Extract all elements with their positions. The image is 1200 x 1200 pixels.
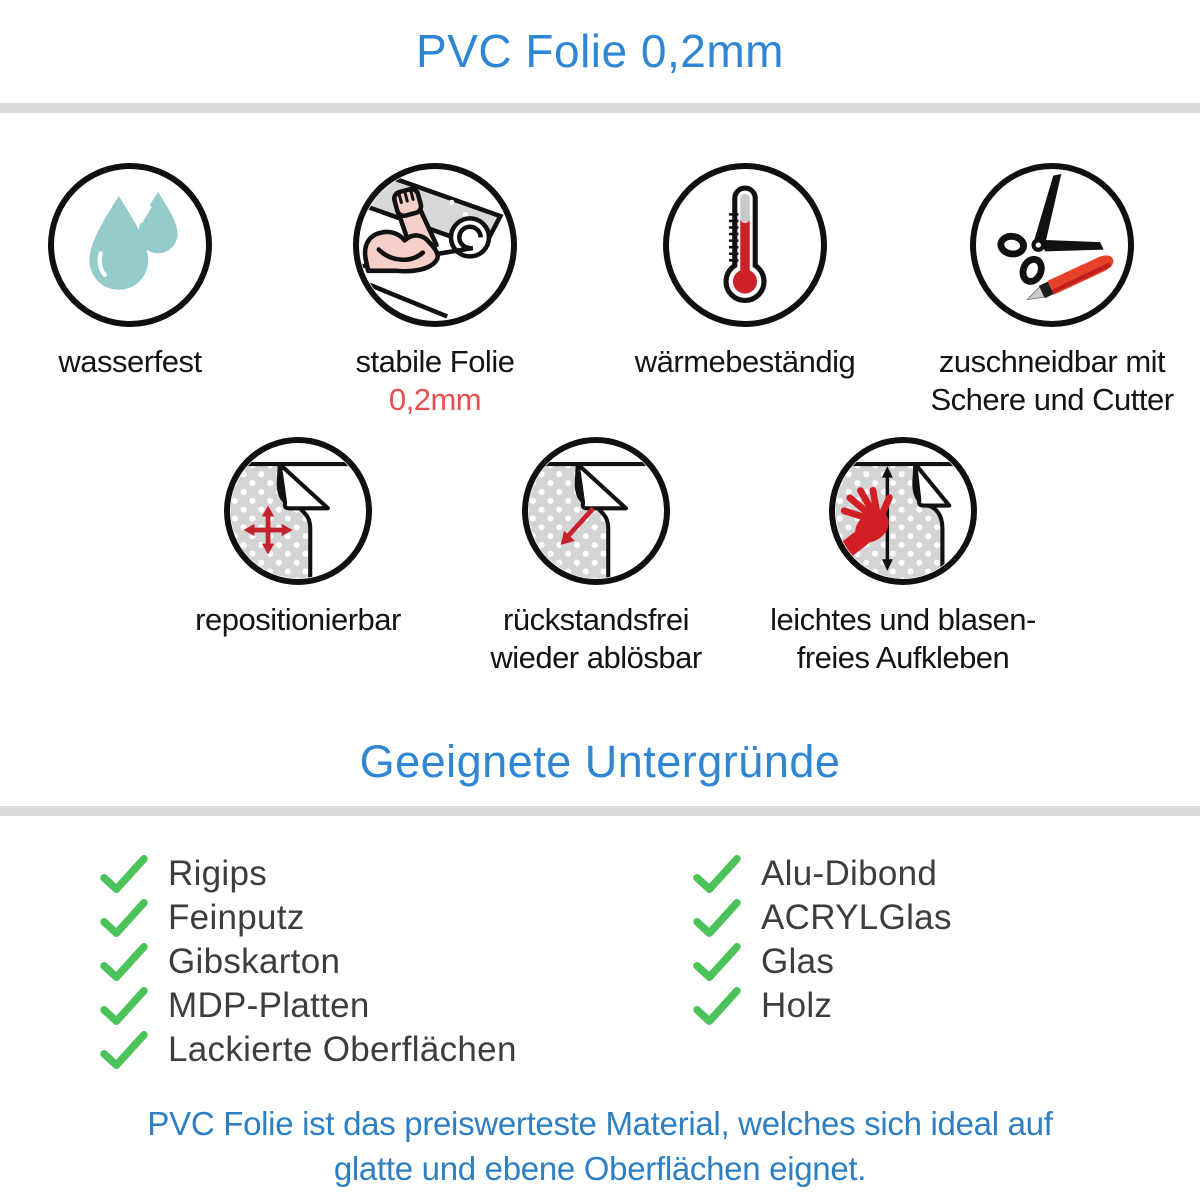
feature-label: wärmebeständig (634, 344, 856, 379)
divider-top (0, 103, 1200, 113)
feature-zuschneidbar (902, 163, 1200, 419)
check-icon (100, 899, 148, 937)
check-icon (100, 943, 148, 981)
substrate-label: ACRYLGlas (761, 898, 952, 937)
check-icon (693, 987, 741, 1025)
check-icon (100, 1031, 148, 1069)
water-drops-icon (48, 163, 212, 327)
feature-label-line2: freies Aufkleben (796, 639, 1010, 675)
substrate-label: Alu-Dibond (761, 854, 938, 893)
foil-move-arrows-icon (224, 437, 372, 585)
feature-rueckstandsfrei (436, 437, 756, 677)
feature-label: rückstandsfrei (503, 602, 689, 637)
feature-label: wasserfest (58, 344, 202, 379)
footer-line-2: glatte und ebene Oberflächen eignet. (333, 1149, 867, 1187)
check-icon (693, 899, 741, 937)
feature-label: leichtes und blasen- (770, 602, 1036, 637)
feature-label: stabile Folie (355, 344, 515, 379)
footer-note (0, 1102, 1200, 1191)
feature-repositionierbar (138, 437, 458, 639)
substrate-label: Glas (761, 942, 835, 981)
substrate-label: Feinputz (168, 898, 305, 937)
divider-middle (0, 806, 1200, 816)
scissors-cutter-icon (970, 163, 1134, 327)
substrate-label: Holz (761, 986, 833, 1025)
list-item (693, 944, 952, 980)
substrate-label: Lackierte Oberflächen (168, 1030, 517, 1069)
thermometer-icon (663, 163, 827, 327)
feature-leichtes-aufkleben (743, 437, 1063, 677)
feature-wasserfest (0, 163, 280, 381)
feature-waermebestaendig (595, 163, 895, 381)
check-icon (693, 855, 741, 893)
feature-label: repositionierbar (195, 602, 401, 637)
list-item (100, 856, 517, 892)
feature-label-line2: wieder ablösbar (490, 639, 702, 675)
footer-line-1: PVC Folie ist das preiswerteste Material, welches sich ideal auf (147, 1105, 1053, 1142)
foil-hand-smooth-icon (829, 437, 977, 585)
page-title: PVC Folie 0,2mm (416, 25, 784, 77)
substrate-list-right (693, 856, 952, 1032)
list-item (693, 900, 952, 936)
substrate-label: MDP-Platten (168, 986, 370, 1025)
feature-label: zuschneidbar mit (938, 344, 1166, 379)
list-item (693, 988, 952, 1024)
list-item (100, 944, 517, 980)
check-icon (693, 943, 741, 981)
check-icon (100, 855, 148, 893)
foil-peel-arrow-icon (522, 437, 670, 585)
substrate-label: Gibskarton (168, 942, 341, 981)
substrate-label: Rigips (168, 854, 268, 893)
feature-sublabel-thickness: 0,2mm (388, 381, 482, 417)
list-item (100, 1032, 517, 1068)
feature-label-line2: Schere und Cutter (930, 381, 1174, 417)
list-item (100, 988, 517, 1024)
feature-stabile-folie (285, 163, 585, 419)
muscle-arm-foil-roll-icon (353, 163, 517, 327)
substrate-list-left (100, 856, 517, 1076)
check-icon (100, 987, 148, 1025)
section-title-untergruende: Geeignete Untergründe (359, 736, 841, 787)
list-item (100, 900, 517, 936)
list-item (693, 856, 952, 892)
